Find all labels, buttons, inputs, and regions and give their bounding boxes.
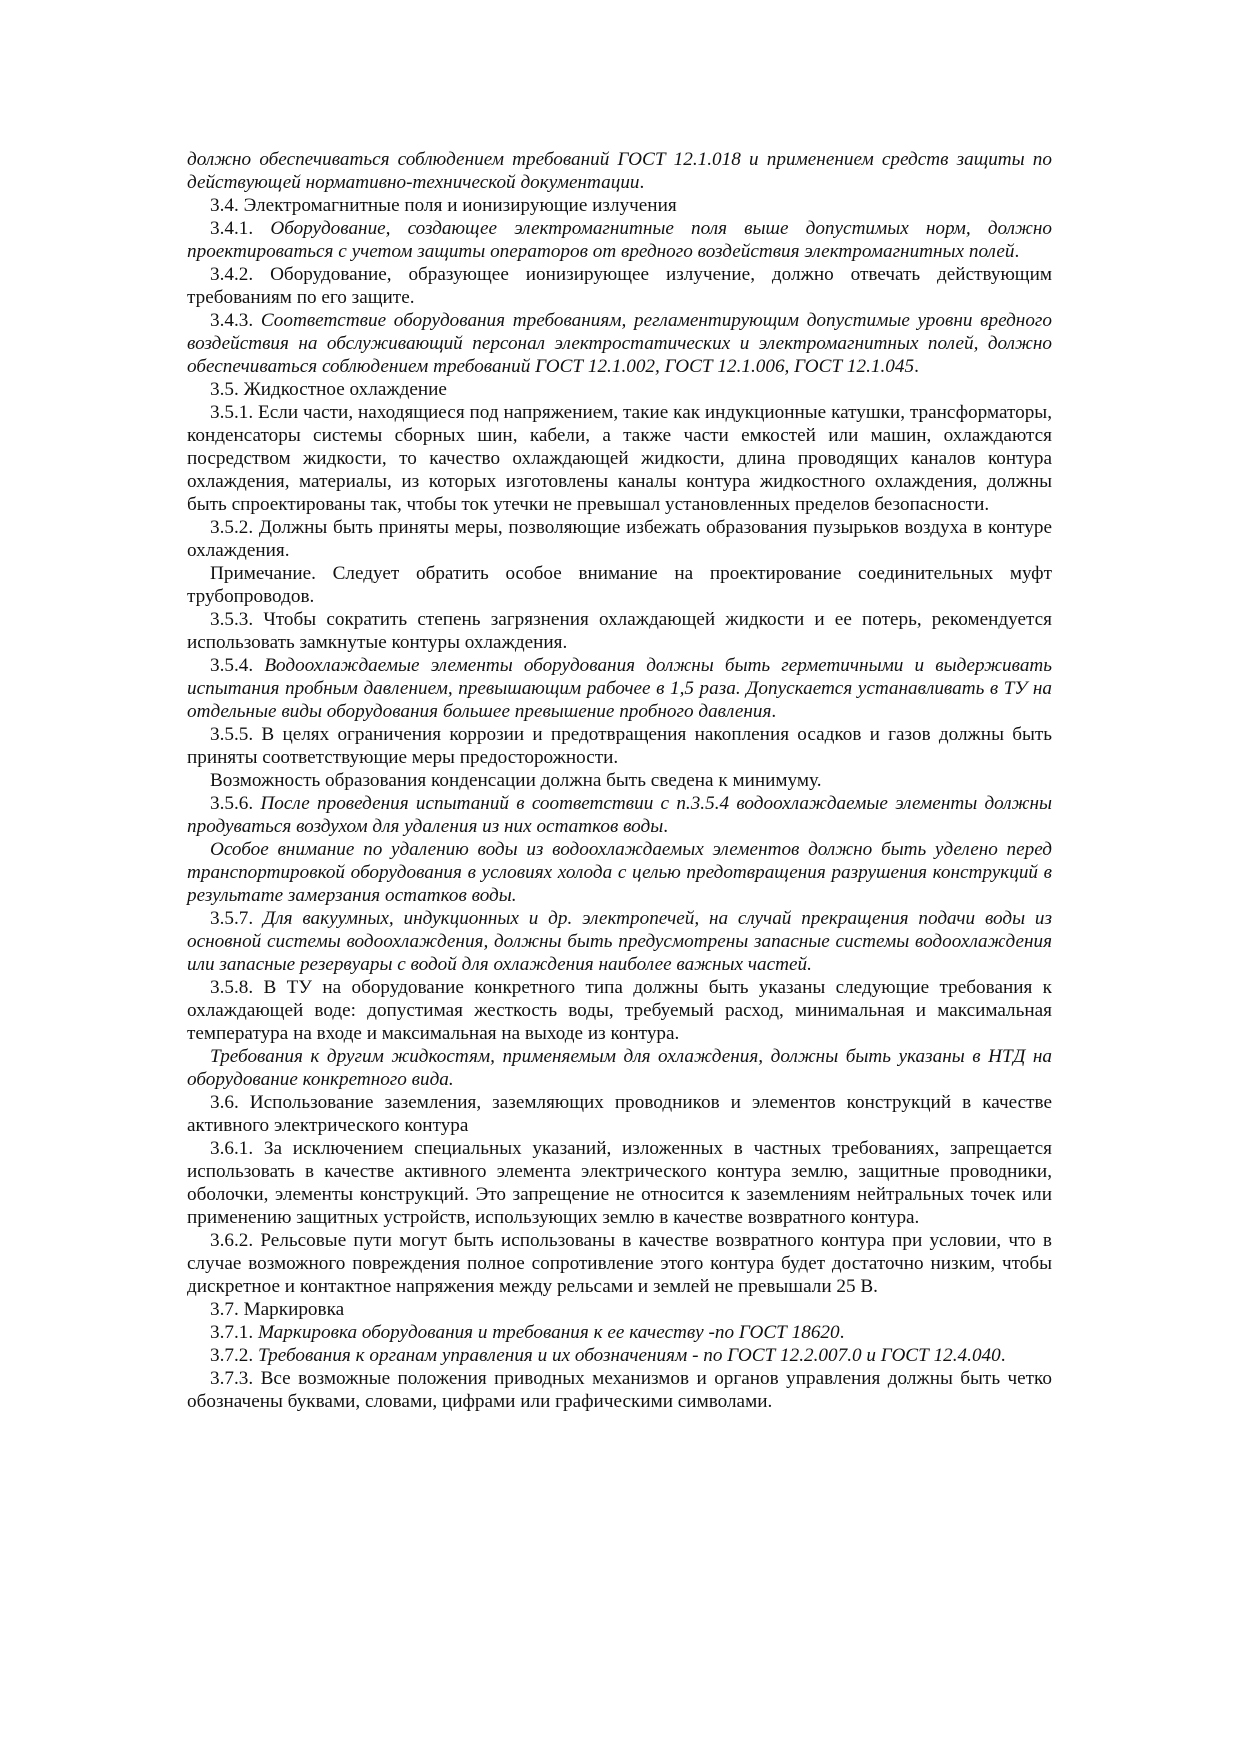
paragraph-text: 3.6.2. Рельсовые пути могут быть использованы в качестве возвратного контура при условии, что в случае возможного повреждения полное сопротивление этого контура будет достаточно низким, чтобы дискретное и контактное напряжения между рельсами и землей не превышали 25 В. bbox=[187, 1230, 1052, 1297]
paragraph-text: Требования к органам управления и их обозначениям - по ГОСТ 12.2.007.0 и ГОСТ 12.4.040 bbox=[257, 1345, 1001, 1366]
paragraph bbox=[187, 1137, 1052, 1229]
paragraph bbox=[187, 769, 1052, 792]
paragraph-text: После проведения испытаний в соответствии с п.3.5.4 водоохлаждаемые элементы должны продуваться воздухом для удаления из них остатков воды bbox=[187, 793, 1052, 837]
paragraph-end-mark: . bbox=[914, 356, 919, 377]
paragraph-text: 3.5.3. Чтобы сократить степень загрязнения охлаждающей жидкости и ее потерь, рекомендуется использовать замкнутые контуры охлаждения. bbox=[187, 609, 1052, 653]
paragraph bbox=[187, 792, 1052, 838]
paragraph-text: 3.6. Использование заземления, заземляющих проводников и элементов конструкций в качестве активного электрического контура bbox=[187, 1092, 1052, 1136]
paragraph-text: Маркировка оборудования и требования к ее качеству -по ГОСТ 18620 bbox=[257, 1322, 840, 1343]
paragraph bbox=[187, 838, 1052, 907]
paragraph bbox=[187, 148, 1052, 194]
paragraph bbox=[187, 723, 1052, 769]
paragraph-text: 3.5.5. В целях ограничения коррозии и предотвращения накопления осадков и газов должны быть приняты соответствующие меры предосторожности. bbox=[187, 724, 1052, 768]
paragraph bbox=[187, 194, 1052, 217]
paragraph-end-mark: . bbox=[839, 1322, 845, 1343]
paragraph-text: Требования к другим жидкостям, применяемым для охлаждения, должны быть указаны в НТД на оборудование конкретного вида. bbox=[187, 1046, 1052, 1090]
paragraph-text: 3.5.8. В ТУ на оборудование конкретного типа должны быть указаны следующие требования к охлаждающей воде: допустимая жесткость воды, требуемый расход, минимальная и максимальная температура на входе и максимальная на выходе из контура. bbox=[187, 977, 1052, 1044]
paragraph bbox=[187, 516, 1052, 562]
paragraph-text: Соответствие оборудования требованиям, регламентирующим допустимые уровни вредного воздействия на обслуживающий персонал электростатических и электромагнитных полей, должно обеспечиваться соблюдением требований ГОСТ 12.1.002, ГОСТ 12.1.006, ГОСТ 12.1.045 bbox=[187, 310, 1052, 377]
paragraph bbox=[187, 1367, 1052, 1413]
paragraph-text: 3.7.3. Все возможные положения приводных механизмов и органов управления должны быть четко обозначены буквами, словами, цифрами или графическими символами. bbox=[187, 1368, 1052, 1412]
paragraph-text: 3.4.2. Оборудование, образующее ионизирующее излучение, должно отвечать действующим требованиям по его защите. bbox=[187, 264, 1052, 308]
paragraph bbox=[187, 654, 1052, 723]
paragraph bbox=[187, 401, 1052, 516]
paragraph-text: 3.7. Маркировка bbox=[210, 1299, 345, 1320]
paragraph-text: 3.6.1. За исключением специальных указаний, изложенных в частных требованиях, запрещается использовать в качестве активного элемента электрического контура землю, защитные проводники, оболочки, элементы конструкций. Это запрещение не относится к заземлениям нейтральных точек или применению защитных устройств, использующих землю в качестве возвратного контура. bbox=[187, 1138, 1052, 1228]
paragraph bbox=[187, 1321, 1052, 1344]
paragraph bbox=[187, 1091, 1052, 1137]
paragraph-end-mark: . bbox=[771, 701, 777, 722]
paragraph bbox=[187, 263, 1052, 309]
paragraph-text: Водоохлаждаемые элементы оборудования должны быть герметичными и выдерживать испытания пробным давлением, превышающим рабочее в 1,5 раза. Допускается устанавливать в ТУ на отдельные виды оборудования большее превышение пробного давления bbox=[187, 655, 1052, 722]
paragraph bbox=[187, 1045, 1052, 1091]
paragraph-number: 3.4.3. bbox=[210, 310, 261, 331]
paragraph bbox=[187, 378, 1052, 401]
paragraph bbox=[187, 1229, 1052, 1298]
paragraph bbox=[187, 217, 1052, 263]
paragraph-end-mark: . bbox=[663, 816, 668, 837]
paragraph-text: Возможность образования конденсации должна быть сведена к минимуму. bbox=[210, 770, 822, 791]
paragraph-text: 3.5. Жидкостное охлаждение bbox=[210, 379, 447, 400]
paragraph-text: должно обеспечиваться соблюдением требований ГОСТ 12.1.018 и применением средств защиты по действующей нормативно-технической документации bbox=[187, 149, 1052, 193]
paragraph-end-mark: . bbox=[639, 172, 645, 193]
paragraph-text: Примечание. Следует обратить особое внимание на проектирование соединительных муфт трубопроводов. bbox=[187, 563, 1052, 607]
paragraph-number: 3.5.6. bbox=[210, 793, 261, 814]
paragraph-number: 3.7.1. bbox=[210, 1322, 258, 1343]
paragraph bbox=[187, 1298, 1052, 1321]
paragraph-text: Оборудование, создающее электромагнитные поля выше допустимых норм, должно проектироваться с учетом защиты операторов от вредного воздействия электромагнитных полей bbox=[187, 218, 1052, 262]
paragraph-number: 3.5.7. bbox=[210, 908, 263, 929]
paragraph-text: 3.5.1. Если части, находящиеся под напряжением, такие как индукционные катушки, трансформаторы, конденсаторы системы сборных шин, кабели, а также части емкостей или машин, охлаждаются посредством жидкости, то качество охлаждающей жидкости, длина проводящих каналов контура охлаждения, материалы, из которых изготовлены каналы контура жидкостного охлаждения, должны быть спроектированы так, чтобы ток утечки не превышал установленных пределов безопасности. bbox=[187, 402, 1052, 515]
paragraph-text: 3.4. Электромагнитные поля и ионизирующие излучения bbox=[210, 195, 677, 216]
paragraph bbox=[187, 1344, 1052, 1367]
paragraph bbox=[187, 608, 1052, 654]
paragraph-text: Для вакуумных, индукционных и др. электропечей, на случай прекращения подачи воды из основной системы водоохлаждения, должны быть предусмотрены запасные системы водоохлаждения или запасные резервуары с водой для охлаждения наиболее важных частей. bbox=[187, 908, 1052, 975]
paragraph-number: 3.7.2. bbox=[210, 1345, 258, 1366]
document-page bbox=[187, 148, 1052, 1413]
paragraph-number: 3.4.1. bbox=[210, 218, 271, 239]
paragraph bbox=[187, 907, 1052, 976]
paragraph bbox=[187, 976, 1052, 1045]
paragraph-text: Особое внимание по удалению воды из водоохлаждаемых элементов должно быть уделено перед транспортировкой оборудования в условиях холода с целью предотвращения разрушения конструкций в результате замерзания остатков воды. bbox=[187, 839, 1052, 906]
paragraph-end-mark: . bbox=[1014, 241, 1020, 262]
paragraph-text: 3.5.2. Должны быть приняты меры, позволяющие избежать образования пузырьков воздуха в контуре охлаждения. bbox=[187, 517, 1052, 561]
paragraph bbox=[187, 309, 1052, 378]
paragraph-number: 3.5.4. bbox=[210, 655, 265, 676]
paragraph bbox=[187, 562, 1052, 608]
paragraph-end-mark: . bbox=[1000, 1345, 1006, 1366]
